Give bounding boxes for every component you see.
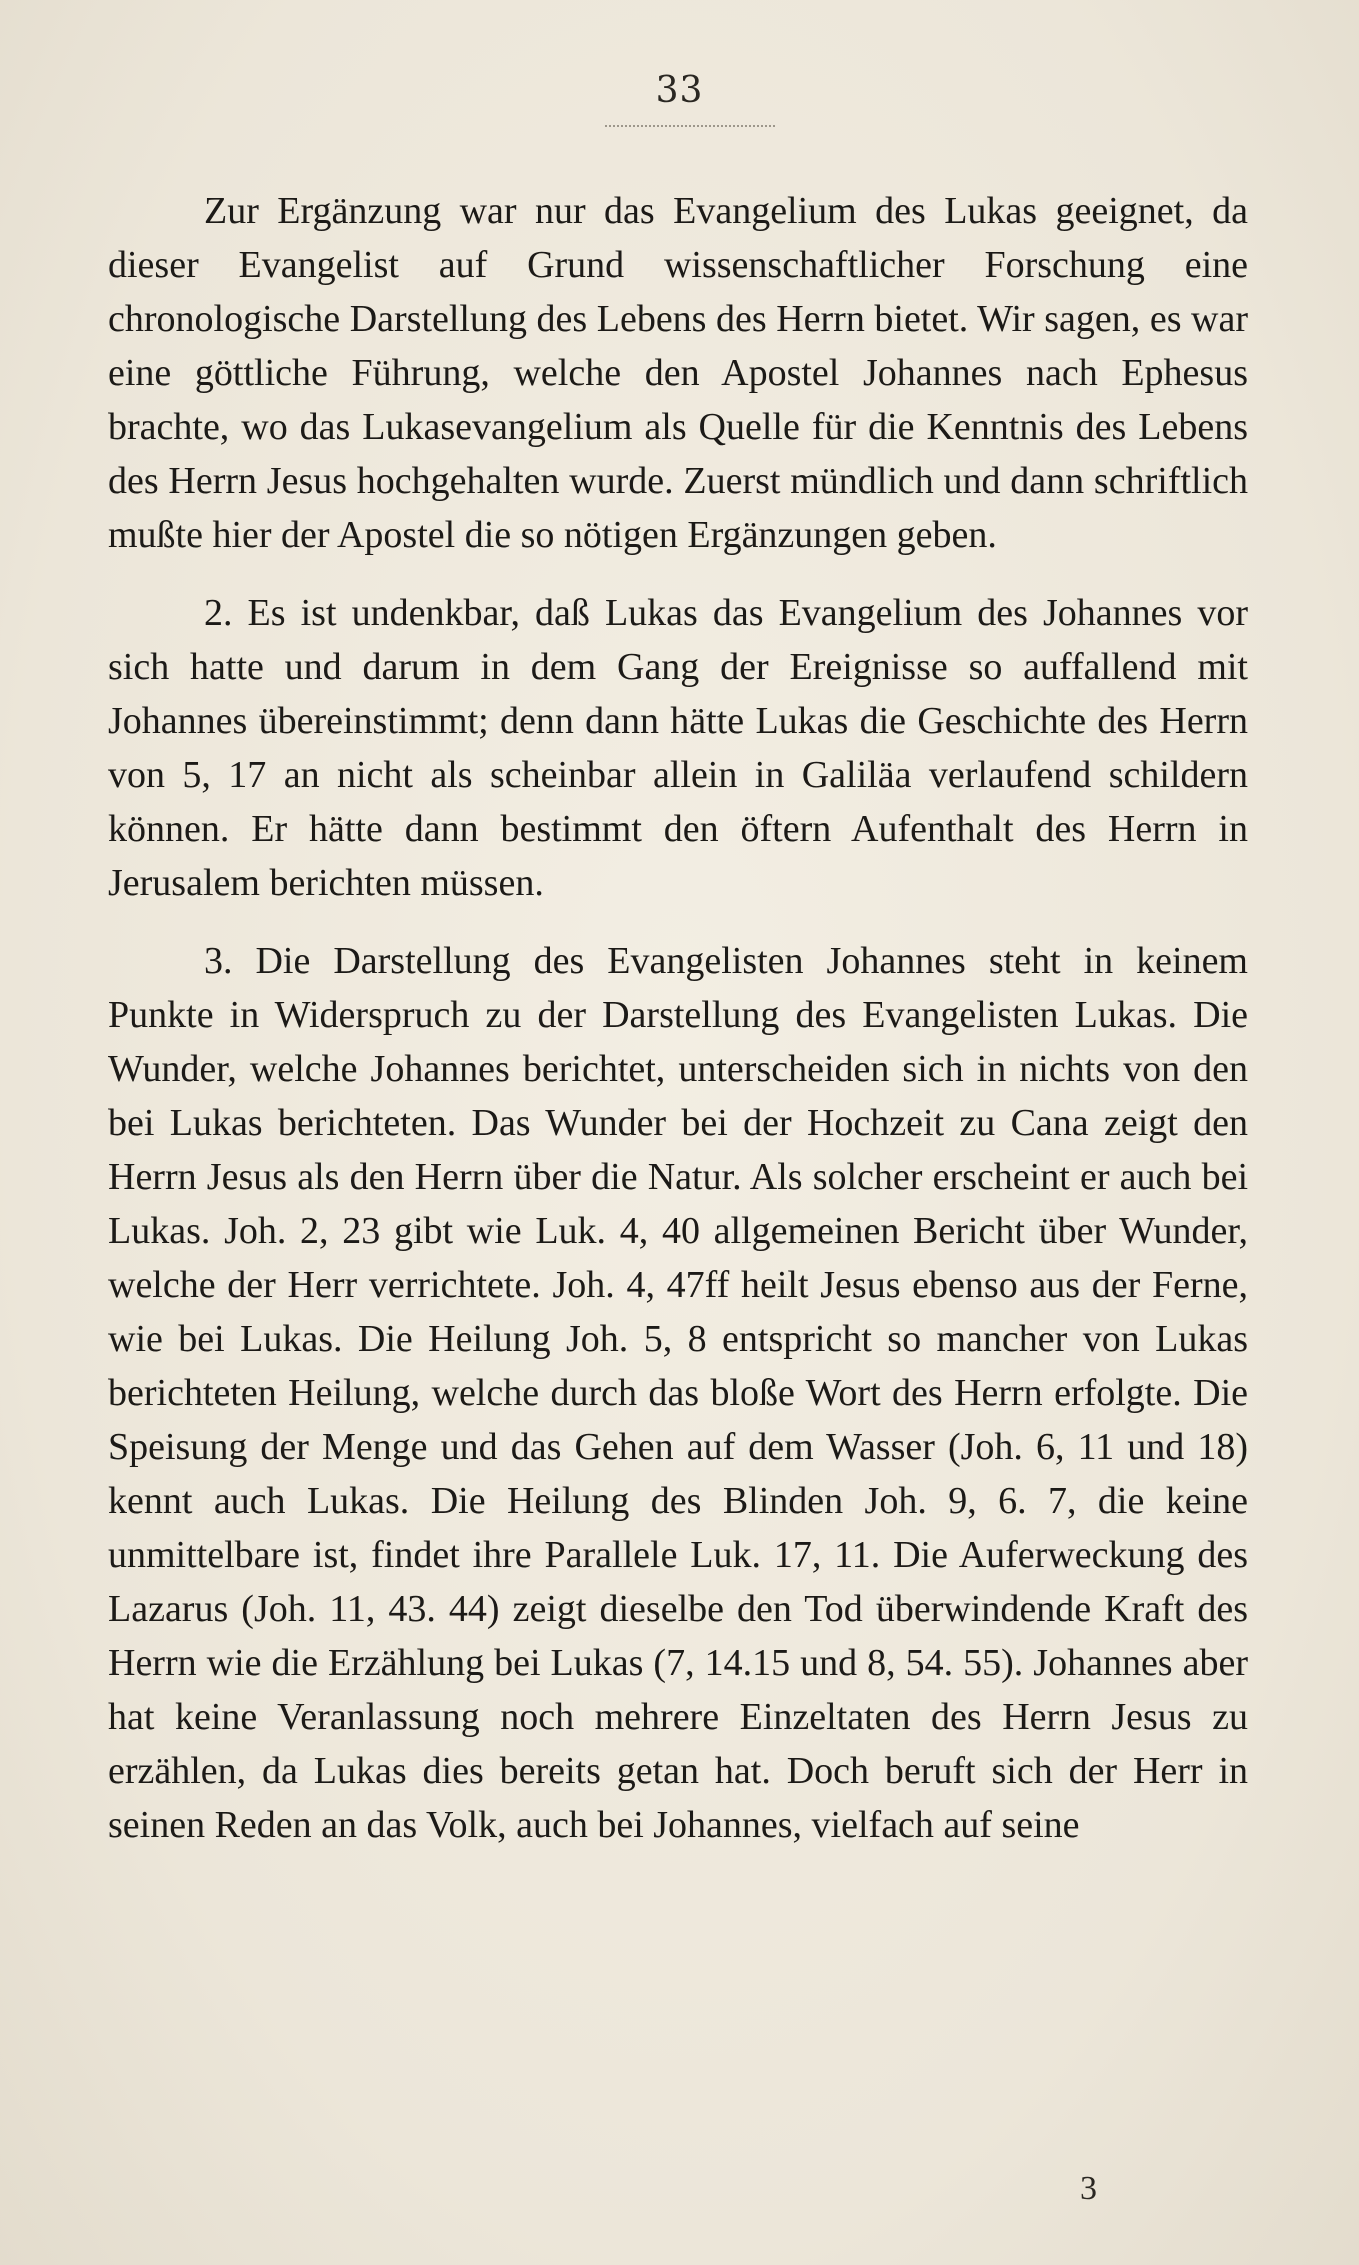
page-number: 33 bbox=[655, 70, 704, 111]
header-rule bbox=[605, 125, 775, 127]
paragraph-point-2: 2. Es ist undenkbar, daß Lukas das Evangelium des Johannes vor sich hatte und darum in dem Gang der Ereignisse so auffallend mit Johannes übereinstimmt; denn dann hätte Lukas die Geschichte des Herrn von 5, 17 an nicht als scheinbar allein in Galiläa verlaufend schildern können. Er hätte dann bestimmt den öftern Aufenthalt des Herrn in Jerusalem berichten müssen. bbox=[108, 592, 1248, 904]
body-text bbox=[108, 184, 1248, 1852]
paragraph-point-3: 3. Die Darstellung des Evangelisten Johannes steht in keinem Punkte in Widerspruch zu der Darstellung des Evangelisten Lukas. Die Wunder, welche Johannes berichtet, unterscheiden sich in nichts von den bei Lukas berichteten. Das Wunder bei der Hochzeit zu Cana zeigt den Herrn Jesus als den Herrn über die Natur. Als solcher erscheint er auch bei Lukas. Joh. 2, 23 gibt wie Luk. 4, 40 allgemeinen Bericht über Wunder, welche der Herr verrichtete. Joh. 4, 47ff heilt Jesus ebenso aus der Ferne, wie bei Lukas. Die Heilung Joh. 5, 8 entspricht so mancher von Lukas berichteten Heilung, welche durch das bloße Wort des Herrn erfolgte. Die Speisung der Menge und das Gehen auf dem Wasser (Joh. 6, 11 und 18) kennt auch Lukas. Die Heilung des Blinden Joh. 9, 6. 7, die keine unmittelbare ist, findet ihre Parallele Luk. 17, 11. Die Auferweckung des Lazarus (Joh. 11, 43. 44) zeigt dieselbe den Tod überwindende Kraft des Herrn wie die Erzählung bei Lukas (7, 14.15 und 8, 54. 55). Johannes aber hat keine Veranlassung noch mehrere Einzeltaten des Herrn Jesus zu erzählen, da Lukas dies bereits getan hat. Doch beruft sich der Herr in seinen Reden an das Volk, auch bei Johannes, vielfach auf seine bbox=[108, 940, 1248, 1846]
paragraph-intro: Zur Ergänzung war nur das Evangelium des Lukas geeignet, da dieser Evangelist auf Grund wissenschaftlicher Forschung eine chronologische Darstellung des Lebens des Herrn bietet. Wir sagen, es war eine göttliche Führung, welche den Apostel Johannes nach Ephesus brachte, wo das Lukasevangelium als Quelle für die Kenntnis des Lebens des Herrn Jesus hochgehalten wurde. Zuerst mündlich und dann schriftlich mußte hier der Apostel die so nötigen Ergänzungen geben. bbox=[108, 190, 1248, 556]
signature-mark: 3 bbox=[1080, 2170, 1097, 2207]
